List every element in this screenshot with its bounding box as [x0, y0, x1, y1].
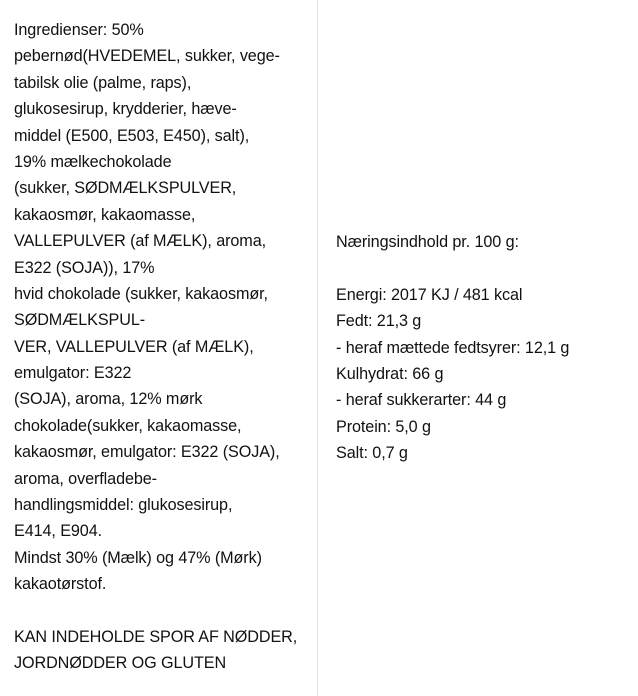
spacer [14, 598, 317, 624]
ingredients-line: tabilsk olie (palme, raps), [14, 73, 192, 92]
ingredients-line: hvid chokolade (sukker, kakaosmør, [14, 284, 268, 303]
nutrition-row-sugars: - heraf sukkerarter: 44 g [336, 391, 507, 410]
ingredients-line: (SOJA), aroma, 12% mørk [14, 390, 203, 409]
ingredients-line: emulgator: E322 [14, 364, 132, 383]
ingredients-line: glukosesirup, krydderier, hæve- [14, 100, 237, 119]
ingredients-line: Ingredienser: 50% [14, 21, 144, 39]
nutrition-title: Næringsindhold pr. 100 g: [336, 233, 519, 251]
ingredients-line: kakaotørstof. [14, 575, 107, 594]
nutrition-row-saturated-fat: - heraf mættede fedtsyrer: 12,1 g [336, 338, 570, 357]
ingredients-line: VER, VALLEPULVER (af MÆLK), [14, 337, 254, 356]
nutrition-row-carbohydrate: Kulhydrat: 66 g [336, 364, 444, 383]
ingredients-line: SØDMÆLKSPUL- [14, 311, 146, 330]
ingredients-line: kakaosmør, emulgator: E322 (SOJA), [14, 443, 280, 462]
ingredients-line: (sukker, SØDMÆLKSPULVER, [14, 179, 237, 198]
ingredients-line: pebernød(HVEDEMEL, sukker, vege- [14, 47, 280, 66]
ingredients-line: VALLEPULVER (af MÆLK), aroma, [14, 232, 266, 251]
nutrition-block [336, 229, 569, 467]
ingredients-line: E414, E904. [14, 522, 103, 541]
ingredients-line: aroma, overfladebe- [14, 469, 157, 488]
ingredients-line: 19% mælkechokolade [14, 152, 172, 171]
allergen-warning-line: JORDNØDDER OG GLUTEN [14, 654, 227, 673]
nutrition-column [318, 0, 638, 696]
nutrition-row-salt: Salt: 0,7 g [336, 444, 408, 463]
nutrition-row-fat: Fedt: 21,3 g [336, 312, 422, 331]
ingredients-line: kakaosmør, kakaomasse, [14, 205, 196, 224]
nutrition-row-protein: Protein: 5,0 g [336, 417, 431, 436]
spacer [336, 255, 569, 281]
ingredients-line: Mindst 30% (Mælk) og 47% (Mørk) [14, 548, 262, 567]
allergen-warning-line: KAN INDEHOLDE SPOR AF NØDDER, [14, 627, 298, 646]
ingredients-line: middel (E500, E503, E450), salt), [14, 126, 250, 145]
ingredients-column [0, 0, 318, 696]
nutrition-row-energy: Energi: 2017 KJ / 481 kcal [336, 285, 523, 304]
ingredients-line: handlingsmiddel: glukosesirup, [14, 496, 233, 515]
ingredients-line: chokolade(sukker, kakaomasse, [14, 416, 242, 435]
ingredients-line: E322 (SOJA)), 17% [14, 258, 155, 277]
